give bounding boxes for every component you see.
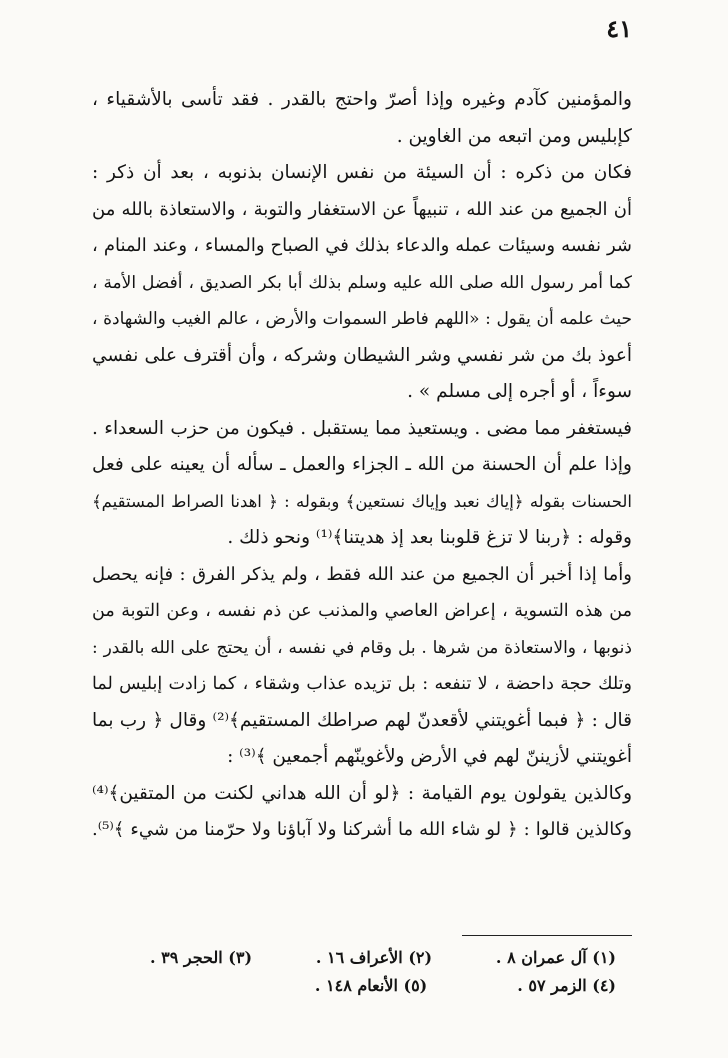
text-line: حيث علمه أن يقول : «اللهم فاطر السموات والأرض ، عالم الغيب والشهادة ، bbox=[92, 309, 632, 329]
footnote-row bbox=[150, 972, 616, 1000]
footnote: (١) آل عمران ٨ . bbox=[495, 948, 616, 967]
text-line: أغويتني لأزيننّ لهم في الأرض ولأغوينّهم أجمعين ﴾⁽³⁾ : bbox=[227, 746, 632, 767]
text-line: ذنوبها ، والاستعاذة من شرها . بل وقام في نفسه ، أن يحتج على الله بالقدر : bbox=[92, 637, 632, 658]
footnote: (٢) الأعراف ١٦ . bbox=[315, 948, 433, 967]
text-line: كإبليس ومن اتبعه من الغاوين . bbox=[396, 125, 632, 147]
footnote-separator bbox=[462, 935, 632, 936]
footnotes bbox=[150, 944, 616, 1000]
text-line: الحسنات بقوله ﴿إياك نعبد وإياك نستعين﴾ وبقوله : ﴿ اهدنا الصراط المستقيم﴾ bbox=[92, 491, 632, 511]
text-line: شر نفسه وسيئات عمله والدعاء بذلك في الصباح والمساء ، وعند المنام ، bbox=[92, 235, 632, 256]
text-line: وكالذين قالوا : ﴿ لو شاء الله ما أشركنا ولا آباؤنا ولا حرّمنا من شيء ﴾⁽⁵⁾. bbox=[92, 819, 632, 840]
footnote-row bbox=[150, 944, 616, 972]
text-line: فيستغفر مما مضى . ويستعيذ مما يستقبل . فيكون من حزب السعداء . bbox=[92, 417, 632, 439]
text-line: وتلك حجة داحضة ، لا تنفعه : بل تزيده عذاب وشقاء ، كما زادت إبليس لما bbox=[92, 674, 632, 694]
footnote: (٥) الأنعام ١٤٨ . bbox=[314, 976, 428, 995]
text-line: كما أمر رسول الله صلى الله عليه وسلم بذلك أبا بكر الصديق ، أفضل الأمة ، bbox=[92, 272, 632, 293]
text-line: من هذه التسوية ، إعراض العاصي والمذنب عن ذم نفسه ، وعن التوبة من bbox=[92, 601, 632, 621]
body-text bbox=[92, 82, 632, 849]
text-line: قال : ﴿ فبما أغويتني لأقعدنّ لهم صراطك المستقيم﴾⁽²⁾ وقال ﴿ رب بما bbox=[92, 709, 632, 731]
text-line: وأما إذا أخبر أن الجميع من عند الله فقط ، ولم يذكر الفرق : فإنه يحصل bbox=[92, 563, 632, 585]
text-line: وقوله : ﴿ربنا لا تزغ قلوبنا بعد إذ هديتنا﴾⁽¹⁾ ونحو ذلك . bbox=[227, 527, 632, 548]
text-line: أعوذ بك من شر نفسي وشر الشيطان وشركه ، وأن أقترف على نفسي bbox=[92, 344, 632, 366]
footnote: (٤) الزمر ٥٧ . bbox=[517, 976, 616, 995]
text-line: أن الجميع من عند الله ، تنبيهاً عن الاستغفار والتوبة ، والاستعاذة بالله من bbox=[92, 198, 632, 220]
page-number: ٤١ bbox=[606, 14, 632, 43]
text-line: فكان من ذكره : أن السيئة من نفس الإنسان بذنوبه ، بعد أن ذكر : bbox=[92, 162, 632, 183]
text-line: سوءاً ، أو أجره إلى مسلم » . bbox=[407, 381, 632, 402]
text-line: وكالذين يقولون يوم القيامة : ﴿لو أن الله هداني لكنت من المتقين﴾⁽⁴⁾ bbox=[92, 782, 632, 804]
text-line: وإذا علم أن الحسنة من الله ـ الجزاء والعمل ـ سأله أن يعينه على فعل bbox=[92, 454, 632, 475]
footnote: (٣) الحجر ٣٩ . bbox=[150, 948, 253, 967]
text-line: والمؤمنين كآدم وغيره وإذا أصرّ واحتج بالقدر . فقد تأسى بالأشقياء ، bbox=[92, 89, 632, 110]
